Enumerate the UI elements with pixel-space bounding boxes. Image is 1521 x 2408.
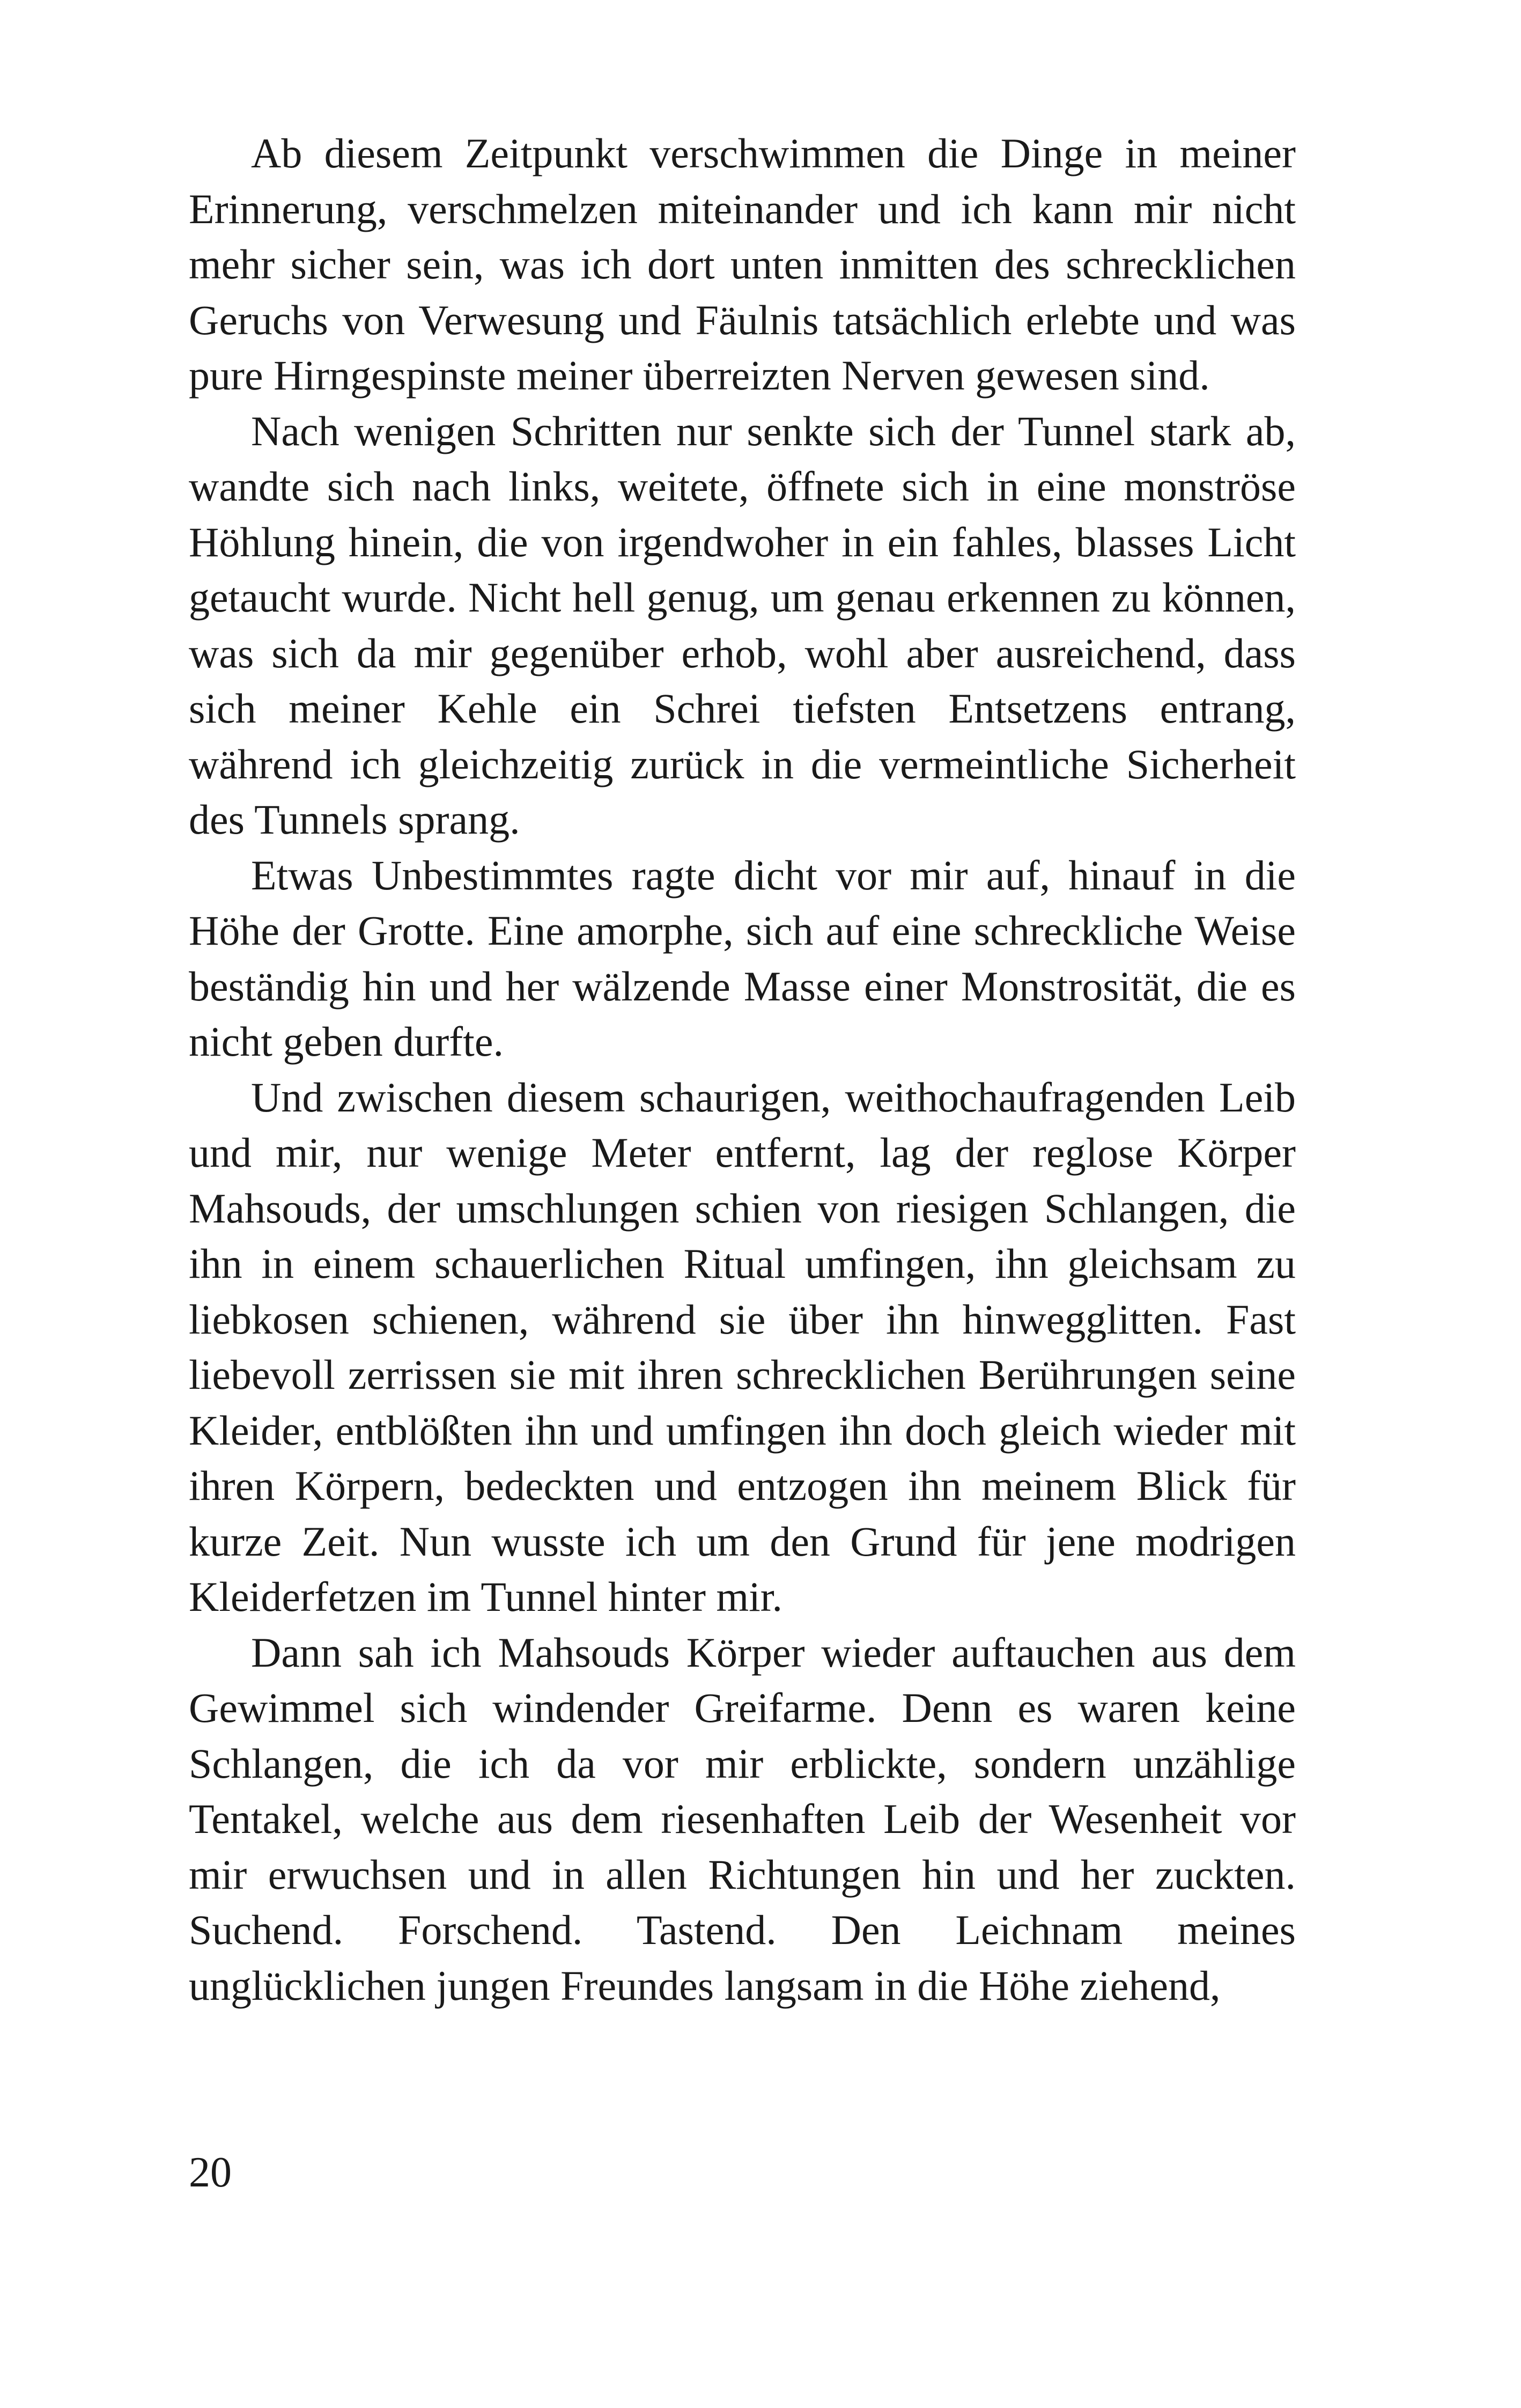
page-number: 20 bbox=[189, 2149, 232, 2196]
page-body bbox=[189, 126, 1296, 2013]
paragraph-3: Etwas Unbestimmtes ragte dicht vor mir auf, hinauf in die Höhe der Grotte. Eine amorphe, sich auf eine schreckliche Weise beständig hin und her wälzende Masse einer Monstrosität, die es nicht geben durfte. bbox=[189, 851, 1296, 1065]
paragraph-4: Und zwischen diesem schaurigen, weithochaufragenden Leib und mir, nur wenige Meter entfernt, lag der reglose Körper Mahsouds, der umschlungen schien von riesigen Schlangen, die ihn in einem schauerlichen Ritual umfingen, ihn gleichsam zu liebkosen schienen, während sie über ihn hinwegglitten. Fast liebevoll zerrissen sie mit ihren schrecklichen Berührungen seine Kleider, entblößten ihn und umfingen ihn doch gleich wieder mit ihren Körpern, bedeckten und entzogen ihn meinem Blick für kurze Zeit. Nun wusste ich um den Grund für jene modrigen Kleiderfetzen im Tunnel hinter mir. bbox=[189, 1073, 1296, 1620]
paragraph-5: Dann sah ich Mahsouds Körper wieder auftauchen aus dem Gewimmel sich windender Greifarme. Denn es waren keine Schlangen, die ich da vor mir erblickte, sondern unzählige Tentakel, welche aus dem riesenhaften Leib der Wesenheit vor mir erwuchsen und in allen Richtungen hin und her zuckten. Suchend. Forschend. Tastend. Den Leichnam meines unglücklichen jungen Freundes langsam in die Höhe ziehend, bbox=[189, 1629, 1296, 2009]
paragraph-1: Ab diesem Zeitpunkt verschwimmen die Dinge in meiner Erinnerung, verschmelzen miteinander und ich kann mir nicht mehr sicher sein, was ich dort unten inmitten des schrecklichen Geruchs von Verwesung und Fäulnis tatsächlich erlebte und was pure Hirngespinste meiner überreizten Nerven gewesen sind. bbox=[189, 130, 1296, 399]
paragraph-2: Nach wenigen Schritten nur senkte sich der Tunnel stark ab, wandte sich nach links, weitete, öffnete sich in eine monströse Höhlung hinein, die von irgendwoher in ein fahles, blasses Licht getaucht wurde. Nicht hell genug, um genau erkennen zu können, was sich da mir gegenüber erhob, wohl aber ausreichend, dass sich meiner Kehle ein Schrei tiefsten Entsetzens entrang, während ich gleichzeitig zurück in die vermeintliche Sicherheit des Tunnels sprang. bbox=[189, 407, 1296, 843]
